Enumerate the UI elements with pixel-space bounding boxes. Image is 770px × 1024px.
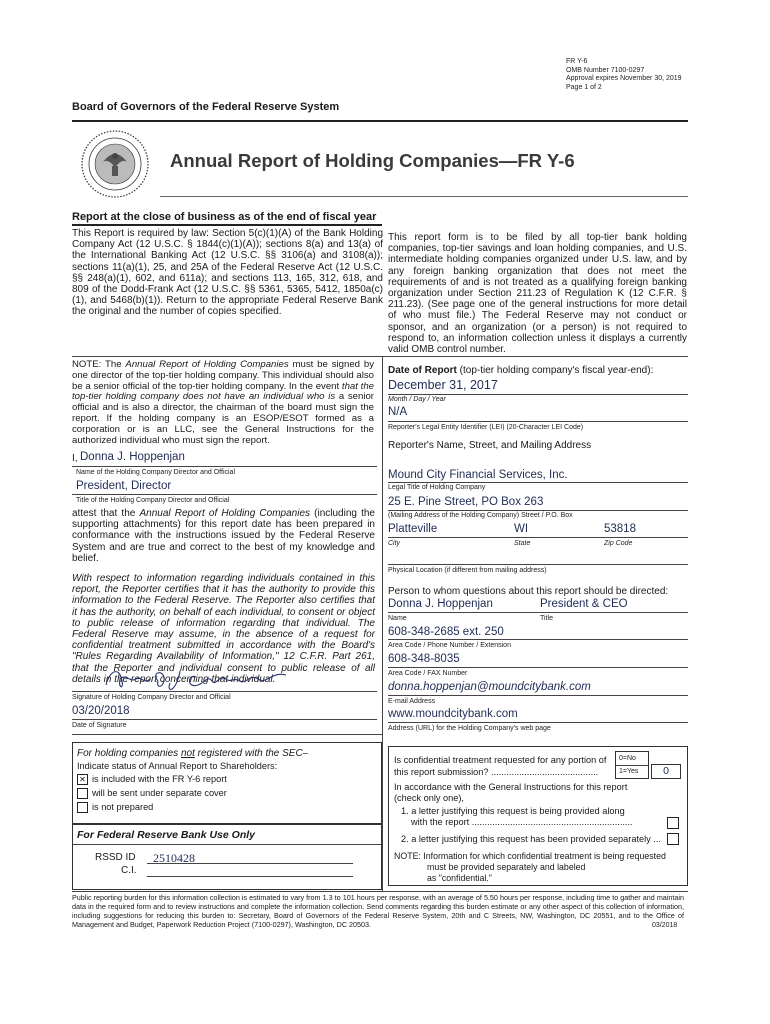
signer-name-rule	[72, 466, 377, 467]
company-rule	[388, 482, 688, 483]
lei-label: Reporter's Legal Entity Identifier (LEI) (20-Character LEI Code)	[388, 424, 584, 431]
email-label: E-mail Address	[388, 698, 436, 705]
sec-option-label: is not prepared	[92, 802, 154, 812]
date-of-report-field[interactable]: December 31, 2017	[388, 378, 498, 392]
fax-label: Area Code / FAX Number	[388, 670, 468, 677]
contact-title-field[interactable]: President & CEO	[540, 598, 628, 610]
signature-date-field[interactable]: 03/20/2018	[72, 705, 130, 717]
date-format-hint: Month / Day / Year	[388, 396, 446, 403]
state-label: State	[514, 540, 531, 547]
signer-name-label: Name of the Holding Company Director and Official	[76, 469, 236, 476]
street-rule	[388, 510, 688, 511]
signature-date-rule	[72, 719, 377, 720]
attest-italic: Annual Report of Holding Companies	[139, 508, 311, 519]
rssd-rule	[147, 863, 353, 864]
form-header	[566, 58, 682, 92]
letter-option2-checkbox[interactable]	[667, 833, 679, 845]
accordance-line1: In accordance with the General Instructions for this report	[394, 782, 628, 792]
sec-option-not-prepared[interactable]	[77, 802, 153, 813]
frb-use-box	[72, 824, 382, 890]
confidential-note-line3: as "confidential."	[427, 873, 492, 883]
approval-expiry: Approval expires November 30, 2019	[566, 75, 682, 82]
signer-title-label: Title of the Holding Company Director and Official	[76, 497, 230, 504]
city-field[interactable]: Platteville	[388, 523, 438, 535]
filer-requirement-text: This report form is to be filed by all top-tier bank holding companies, top-tier savings and loan holding companies, and U.S. intermediate holding companies organized under U.S. law, and by any foreign banking organization that does not meet the requirements of and is not treated as a qualifying foreign banking organization under Section 211.23 of Regulation K (12 C.F.R. § 211.23). (See page one of the general instructions for more detail of who must file.) The Federal Reserve may not conduct or sponsor, and an organization (or a person) is not required to respond to, an information collection unless it displays a currently valid OMB control number.	[388, 232, 687, 356]
fax-rule	[388, 667, 688, 668]
answer-key-no: 0=No	[619, 755, 636, 762]
column-divider	[382, 356, 383, 891]
sec-option-separate[interactable]	[77, 788, 227, 799]
address-heading: Reporter's Name, Street, and Mailing Address	[388, 440, 592, 451]
signer-title-field[interactable]: President, Director	[76, 480, 172, 492]
sec-option-label: will be sent under separate cover	[92, 788, 227, 798]
letter-option2: 2. a letter justifying this request has been provided separately ...	[401, 834, 661, 844]
form-title: Annual Report of Holding Companies—FR Y-6	[170, 150, 575, 171]
attestation-text	[72, 508, 375, 564]
website-rule	[388, 722, 688, 723]
sec-heading	[77, 748, 308, 759]
contact-rule	[388, 612, 688, 613]
checkbox[interactable]	[77, 788, 88, 799]
confidential-note-line2: must be provided separately and labeled	[427, 862, 586, 872]
burden-statement: Public reporting burden for this information collection is estimated to vary from 1.3 to 101 hours per response, with an average of 5.50 hours per response, including time to gather and maintain data in the required form and to review instructions and complete the information collection. Send comments regarding this burden estimate or any other aspect of this collection of information, including suggestions for reducing this burden to: Secretary, Board of Governors of the Federal Reserve System, 20th and C Streets, NW, Washington, DC 20551, and to the Office of Management and Budget, Paperwork Reduction Project (7100-0297), Washington, DC 20503.	[72, 893, 684, 929]
section-heading: Report at the close of business as of the end of fiscal year	[72, 211, 377, 223]
sec-heading-part: For holding companies	[77, 748, 181, 759]
sec-heading-not: not	[180, 748, 195, 759]
zip-label: Zip Code	[604, 540, 633, 547]
divider-rule	[72, 356, 688, 357]
confidential-treatment-box	[388, 746, 688, 886]
confidential-question-line1: Is confidential treatment requested for any portion of	[394, 755, 607, 765]
header-rule	[72, 120, 688, 122]
ci-label: C.I.	[121, 865, 137, 876]
signer-title-rule	[72, 494, 377, 495]
phone-rule	[388, 639, 688, 640]
sec-subheading: Indicate status of Annual Report to Shareholders:	[77, 761, 278, 771]
checkbox-checked[interactable]: ✕	[77, 774, 88, 785]
letter-option1-line2: with the report ...............................................................	[411, 817, 633, 827]
title-rule	[160, 196, 688, 197]
state-field[interactable]: WI	[514, 523, 529, 535]
rssd-id-field[interactable]: 2510428	[153, 851, 195, 865]
signer-prefix: I,	[72, 453, 78, 464]
sec-status-box	[72, 742, 382, 824]
omb-number: OMB Number 7100-0297	[566, 66, 645, 74]
agency-name: Board of Governors of the Federal Reserve System	[72, 101, 340, 113]
website-field[interactable]: www.moundcitybank.com	[388, 708, 518, 720]
accordance-line2: (check only one),	[394, 793, 464, 803]
attest-part: attest that the	[72, 508, 140, 519]
answer-key-box	[615, 751, 649, 779]
city-label: City	[388, 540, 401, 547]
contact-name-field[interactable]: Donna J. Hoppenjan	[388, 598, 493, 610]
contact-title-label: Title	[540, 615, 553, 622]
lei-rule	[388, 421, 688, 422]
website-label: Address (URL) for the Holding Company's web page	[388, 725, 551, 732]
section-heading-rule	[72, 224, 382, 226]
form-id: FR Y-6	[566, 58, 588, 65]
note-part: a senior official and is also a director, the chairman of the board must sign the report. If the holding company is an ESOP/ESOT formed as a corporation or is an LLC, see the General Instructions for the authorized individual who must sign the report.	[72, 391, 374, 446]
confidential-note-line1: NOTE: Information for which confidential treatment is being requested	[394, 851, 666, 861]
email-field[interactable]: donna.hoppenjan@moundcitybank.com	[388, 681, 591, 693]
signature-rule	[72, 691, 377, 692]
note-part: NOTE: The	[72, 359, 126, 370]
date-of-report-label: Date of Report	[388, 365, 457, 376]
sec-option-label: is included with the FR Y-6 report	[92, 774, 227, 784]
lei-field[interactable]: N/A	[388, 406, 408, 418]
sec-option-included[interactable]	[77, 774, 227, 785]
email-rule	[388, 695, 688, 696]
signature-date-label: Date of Signature	[72, 722, 127, 729]
street-label: (Mailing Address of the Holding Company) Street / P.O. Box	[388, 512, 573, 519]
individual-consent-text: With respect to information regarding individuals contained in this report, the Reporter certifies that it has the authority to provide this information to the Federal Reserve. The Reporter also certifies that it has the authority, on behalf of each individual, to consent or object to public release of information regarding that individual. The Federal Reserve may assume, in the absence of a request for confidential treatment submitted in accordance with the Board's "Rules Regarding Availability of Information," 12 C.F.R. Part 261, that the Reporter and individual consent to public release of all details in the report concerning that individual.	[72, 573, 375, 685]
signer-name-field[interactable]: Donna J. Hoppenjan	[80, 451, 185, 463]
answer-key-yes: 1=Yes	[619, 768, 639, 775]
note-part: must be signed by one director of the top-tier holding company. This individual should also be a senior official of the top-tier holding company. In the event	[72, 359, 374, 392]
fax-field[interactable]: 608-348-8035	[388, 653, 460, 665]
sec-heading-part: registered with the SEC–	[194, 748, 309, 759]
company-label: Legal Title of Holding Company	[388, 484, 486, 491]
attest-part: (including the supporting attachments) for this report date has been prepared in conformance with the instructions issued by the Federal Reserve System and are true and correct to the best of my knowledge and belief.	[72, 508, 375, 564]
legal-authority-text: This Report is required by law: Section 5(c)(1)(A) of the Bank Holding Company Act (12 U.S.C. § 1844(c)(1)(A)); sections 8(a) and 13(a) of the International Banking Act (12 U.S.C. §§ 3106(a) and 3108(a)); sections 11(a)(1), 25, and 25A of the Federal Reserve Act (12 U.S.C. §§ 248(a)(1), 602, and 611a); and sections 113, 165, 312, 618, and 809 of the Dodd-Frank Act (12 U.S.C. §§ 5361, 5365, 5412, 1850a(c)(1), and 5468(b)(1)). Return to the appropriate Federal Reserve Bank the original and the number of copies specified.	[72, 228, 383, 318]
letter-option1-line1: 1. a letter justifying this request is being provided along	[401, 806, 625, 816]
page-number: Page 1 of 2	[566, 83, 602, 91]
bottom-rule	[72, 891, 688, 892]
checkbox[interactable]	[77, 802, 88, 813]
company-name-field[interactable]: Mound City Financial Services, Inc.	[388, 469, 568, 481]
revision-date: 03/2018	[652, 922, 678, 929]
date-of-report-heading	[388, 365, 653, 376]
federal-reserve-seal-icon	[73, 128, 157, 200]
contact-name-label: Name	[388, 615, 407, 622]
zip-field[interactable]: 53818	[604, 523, 636, 535]
phone-label: Area Code / Phone Number / Extension	[388, 642, 511, 649]
letter-option1-checkbox[interactable]	[667, 817, 679, 829]
date-rule	[388, 394, 688, 395]
note-text	[72, 360, 374, 446]
physical-rule	[388, 564, 688, 565]
contact-heading: Person to whom questions about this report should be directed:	[388, 586, 669, 597]
left-section-rule	[72, 734, 382, 735]
note-italic: Annual Report of Holding Companies	[125, 359, 289, 370]
confidential-answer-field[interactable]: 0	[651, 764, 681, 779]
phone-field[interactable]: 608-348-2685 ext. 250	[388, 626, 504, 638]
answer-key-divider	[616, 765, 648, 766]
city-rule	[388, 537, 688, 538]
frb-heading-rule	[73, 844, 381, 845]
rssd-label: RSSD ID	[95, 852, 136, 863]
frb-heading: For Federal Reserve Bank Use Only	[77, 829, 255, 841]
ci-rule	[147, 876, 353, 877]
signature-label: Signature of Holding Company Director and Official	[72, 694, 231, 701]
date-of-report-suffix: (top-tier holding company's fiscal year-end):	[456, 365, 654, 376]
note-italic: that the top-tier holding company does not have an individual who is	[72, 380, 374, 403]
street-field[interactable]: 25 E. Pine Street, PO Box 263	[388, 496, 544, 508]
physical-location-label: Physical Location (if different from mailing address)	[388, 567, 547, 574]
confidential-question-line2: this report submission? ..........................................	[394, 767, 599, 777]
